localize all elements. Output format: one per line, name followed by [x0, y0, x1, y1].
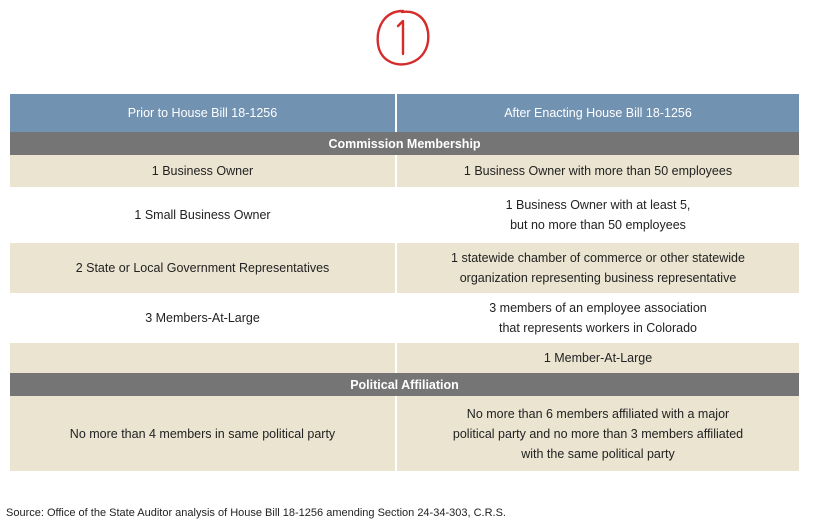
- cell-text: political party and no more than 3 members affiliated: [452, 426, 744, 441]
- column-header-prior: Prior to House Bill 18-1256: [10, 94, 396, 132]
- cell-text: with the same political party: [521, 446, 675, 461]
- cell-text: but no more than 50 employees: [510, 218, 686, 232]
- after-cell: [396, 187, 799, 243]
- cell-text: 3 Members-At-Large: [145, 311, 260, 325]
- section-title-political-affiliation: Political Affiliation: [10, 373, 799, 396]
- cell-text: No more than 4 members in same political party: [69, 426, 336, 441]
- table-row: [10, 243, 799, 293]
- cell-text: 1 Business Owner with at least 5,: [505, 198, 691, 212]
- table-row: [10, 343, 799, 373]
- circled-one-drawing: [372, 6, 434, 70]
- cell-text: 1 statewide chamber of commerce or other statewide: [451, 251, 745, 265]
- prior-cell: [10, 187, 396, 243]
- table-row: [10, 396, 799, 471]
- cell-text: No more than 6 members affiliated with a major: [466, 406, 730, 421]
- cell-text: organization representing business representative: [459, 271, 737, 285]
- cell-text: 1 Business Owner with more than 50 employees: [463, 164, 733, 178]
- after-cell: [396, 396, 799, 471]
- section-header-row: [10, 132, 799, 155]
- after-cell: [396, 155, 799, 187]
- handwritten-circled-number-annotation: [372, 6, 434, 70]
- cell-text: 2 State or Local Government Representatives: [75, 261, 330, 275]
- prior-cell-empty: [10, 343, 396, 373]
- cell-text: 1 Small Business Owner: [134, 208, 271, 222]
- source-citation: Source: Office of the State Auditor analysis of House Bill 18-1256 amending Section 24-34-303, C.R.S.: [6, 507, 506, 519]
- house-bill-comparison-table: [10, 94, 799, 471]
- cell-text: 1 Business Owner: [151, 164, 254, 178]
- cell-text: 3 members of an employee association: [489, 301, 707, 315]
- section-header-row: [10, 373, 799, 396]
- table-row: [10, 293, 799, 343]
- after-cell: [396, 243, 799, 293]
- prior-cell: [10, 396, 396, 471]
- cell-text: 1 Member-At-Large: [543, 351, 653, 365]
- table-header-row: [10, 94, 799, 132]
- cell-text: that represents workers in Colorado: [498, 321, 697, 335]
- table-row: [10, 155, 799, 187]
- prior-cell: [10, 293, 396, 343]
- after-cell: [396, 293, 799, 343]
- prior-cell: [10, 155, 396, 187]
- column-header-after: After Enacting House Bill 18-1256: [396, 94, 799, 132]
- prior-cell: [10, 243, 396, 293]
- table-row: [10, 187, 799, 243]
- after-cell: [396, 343, 799, 373]
- section-title-commission-membership: Commission Membership: [10, 132, 799, 155]
